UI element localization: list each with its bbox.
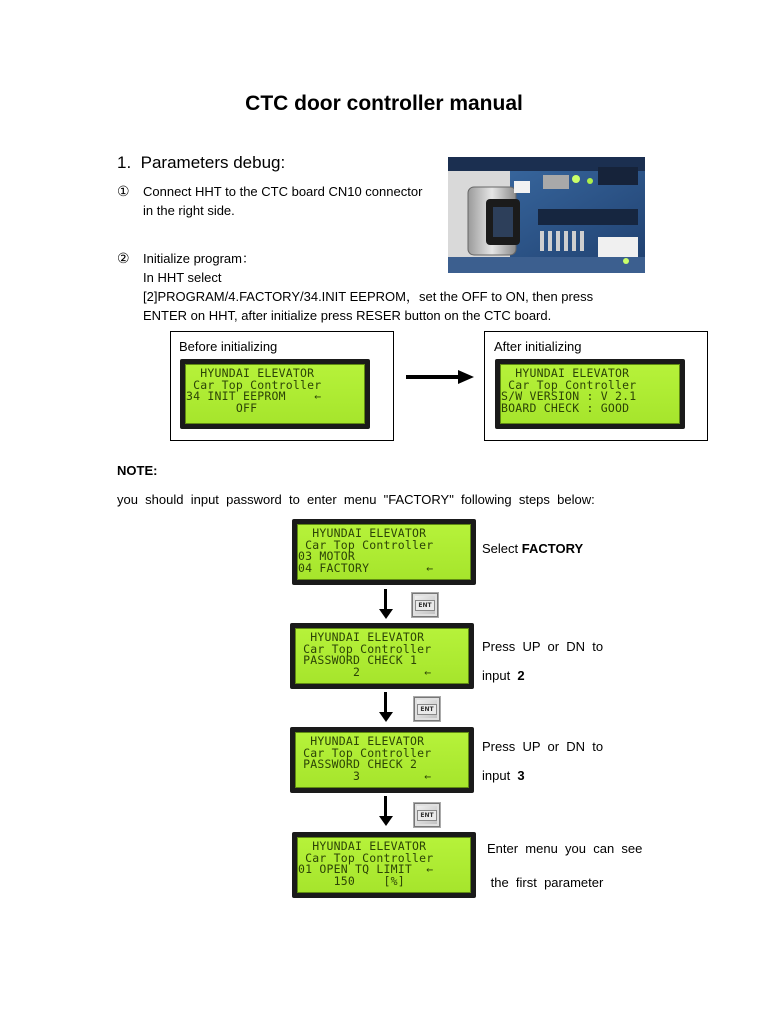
page-title: CTC door controller manual xyxy=(245,92,523,115)
caption-text: input xyxy=(482,768,518,783)
after-lcd xyxy=(495,359,685,429)
lcd-line: HYUNDAI ELEVATOR xyxy=(296,734,425,748)
before-lcd xyxy=(180,359,370,429)
after-label: After initializing xyxy=(494,339,582,354)
flow-caption-3-line-1: Press UP or DN to xyxy=(482,739,604,754)
ent-key-icon xyxy=(414,697,440,721)
step-1-marker: ① xyxy=(117,183,130,199)
lcd-line: Car Top Controller xyxy=(298,850,434,865)
lcd-line: OFF xyxy=(186,400,258,415)
lcd-line: HYUNDAI ELEVATOR xyxy=(298,526,427,540)
lcd-line: PASSWORD CHECK 1 xyxy=(296,653,418,667)
lcd-line: 04 FACTORY ← xyxy=(298,560,434,575)
flow-lcd-1 xyxy=(292,519,476,585)
lcd-line: 150 [%] xyxy=(298,873,405,888)
section-title: Parameters debug: xyxy=(140,153,286,172)
lcd-line: Car Top Controller xyxy=(501,377,637,392)
step-1-line: Connect HHT to the CTC board CN10 connector xyxy=(143,184,423,199)
step-2-marker: ② xyxy=(117,250,130,266)
caption-emphasis: 3 xyxy=(517,768,525,783)
flow-caption-2-line-2 xyxy=(482,668,525,683)
lcd-line: Car Top Controller xyxy=(298,537,434,552)
caption-text: input xyxy=(482,668,518,683)
ent-key-label: ENT xyxy=(417,810,436,821)
lcd-line: 34 INIT EEPROM ← xyxy=(186,389,322,403)
lcd-line: 03 MOTOR xyxy=(298,549,355,563)
step-1-text xyxy=(143,182,422,220)
step-2-line: In HHT select xyxy=(143,270,222,285)
ent-key-icon xyxy=(412,593,438,617)
flow-lcd-4 xyxy=(292,832,476,898)
right-arrow-icon xyxy=(406,369,474,385)
lcd-line: HYUNDAI ELEVATOR xyxy=(296,630,425,644)
flow-caption-4-line-1: Enter menu you can see xyxy=(487,841,643,856)
caption-text: Select xyxy=(482,541,522,556)
lcd-line: HYUNDAI ELEVATOR xyxy=(298,839,427,853)
after-initializing-panel xyxy=(484,331,708,441)
lcd-line: HYUNDAI ELEVATOR xyxy=(186,366,315,380)
lcd-line: 3 ← xyxy=(296,768,432,783)
flow-caption-1 xyxy=(482,541,583,556)
flow-lcd-3 xyxy=(290,727,474,793)
lcd-line: 01 OPEN TQ LIMIT ← xyxy=(298,862,434,876)
flow-caption-3-line-2 xyxy=(482,768,525,783)
down-arrow-icon xyxy=(379,796,393,826)
section-heading xyxy=(117,153,285,173)
note-text: you should input password to enter menu "FACTORY" following steps below: xyxy=(117,492,595,507)
step-2-line: ENTER on HHT, after initialize press RESER button on the CTC board. xyxy=(143,308,552,323)
before-initializing-panel xyxy=(170,331,394,441)
lcd-line: Car Top Controller xyxy=(296,641,432,656)
flow-caption-2-line-1: Press UP or DN to xyxy=(482,639,604,654)
ent-key-label: ENT xyxy=(417,704,436,715)
step-2-text xyxy=(143,249,593,325)
lcd-line: BOARD CHECK : GOOD xyxy=(501,400,630,415)
lcd-line: HYUNDAI ELEVATOR xyxy=(501,366,630,380)
lcd-line: S/W VERSION : V 2.1 xyxy=(501,389,637,403)
ent-key-label: ENT xyxy=(415,600,434,611)
down-arrow-icon xyxy=(379,589,393,619)
note-label: NOTE: xyxy=(117,463,158,478)
flow-caption-4-line-2: the first parameter xyxy=(487,875,604,890)
down-arrow-icon xyxy=(379,692,393,722)
lcd-line: Car Top Controller xyxy=(296,745,432,760)
lcd-line: PASSWORD CHECK 2 xyxy=(296,757,418,771)
step-2-line: [2]PROGRAM/4.FACTORY/34.INIT EEPROM，set the OFF to ON, then press xyxy=(143,289,594,304)
section-number: 1. xyxy=(117,153,132,172)
step-2-line: Initialize program： xyxy=(143,251,255,266)
before-label: Before initializing xyxy=(179,339,278,354)
lcd-line: Car Top Controller xyxy=(186,377,322,392)
step-1-line: in the right side. xyxy=(143,203,235,218)
lcd-line: 2 ← xyxy=(296,664,432,679)
caption-emphasis: 2 xyxy=(517,668,525,683)
flow-lcd-2 xyxy=(290,623,474,689)
caption-emphasis: FACTORY xyxy=(521,541,584,556)
ent-key-icon xyxy=(414,803,440,827)
